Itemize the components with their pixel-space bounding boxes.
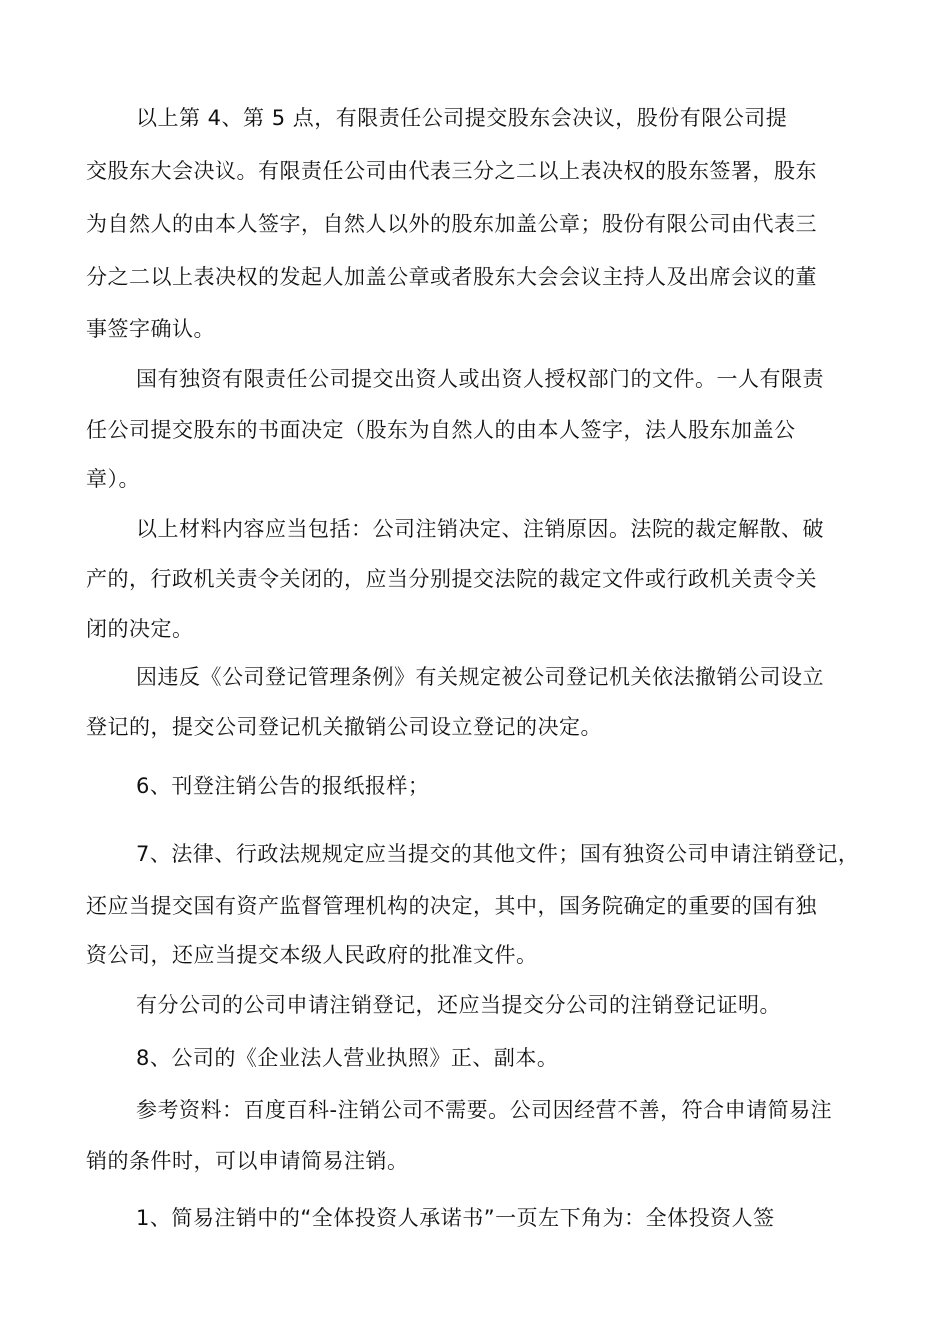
text-line: 为自然人的由本人签字，自然人以外的股东加盖公章；股份有限公司由代表三 [86,212,817,236]
text-line: 以上第 4、第 5 点，有限责任公司提交股东会决议，股份有限公司提 [136,106,788,130]
text-line: 以上材料内容应当包括：公司注销决定、注销原因。法院的裁定解散、破 [136,517,824,541]
text-line: 因违反《公司登记管理条例》有关规定被公司登记机关依法撤销公司设立 [136,665,824,689]
text-line: 交股东大会决议。有限责任公司由代表三分之二以上表决权的股东签署，股东 [86,159,817,183]
text-line: 有分公司的公司申请注销登记，还应当提交分公司的注销登记证明。 [136,993,781,1017]
text-line: 分之二以上表决权的发起人加盖公章或者股东大会会议主持人及出席会议的董 [86,265,817,289]
text-line: 1、简易注销中的“全体投资人承诺书”一页左下角为：全体投资人签 [136,1206,775,1230]
text-line: 资公司，还应当提交本级人民政府的批准文件。 [86,943,538,967]
text-line: 参考资料：百度百科-注销公司不需要。公司因经营不善，符合申请简易注 [136,1098,833,1122]
text-line: 销的条件时，可以申请简易注销。 [86,1149,409,1173]
text-line: 国有独资有限责任公司提交出资人或出资人授权部门的文件。一人有限责 [136,367,824,391]
text-line: 6、刊登注销公告的报纸报样； [136,774,430,798]
text-line: 产的，行政机关责令关闭的，应当分别提交法院的裁定文件或行政机关责令关 [86,567,817,591]
text-line: 还应当提交国有资产监督管理机构的决定，其中，国务院确定的重要的国有独 [86,894,817,918]
text-line: 7、法律、行政法规规定应当提交的其他文件；国有独资公司申请注销登记， [136,842,860,866]
text-line: 任公司提交股东的书面决定（股东为自然人的由本人签字，法人股东加盖公 [86,418,796,442]
text-line: 闭的决定。 [86,617,194,641]
text-line: 登记的，提交公司登记机关撤销公司设立登记的决定。 [86,715,602,739]
text-line: 8、公司的《企业法人营业执照》正、副本。 [136,1046,559,1070]
text-line: 事签字确认。 [86,317,215,341]
text-line: 章）。 [86,467,140,491]
